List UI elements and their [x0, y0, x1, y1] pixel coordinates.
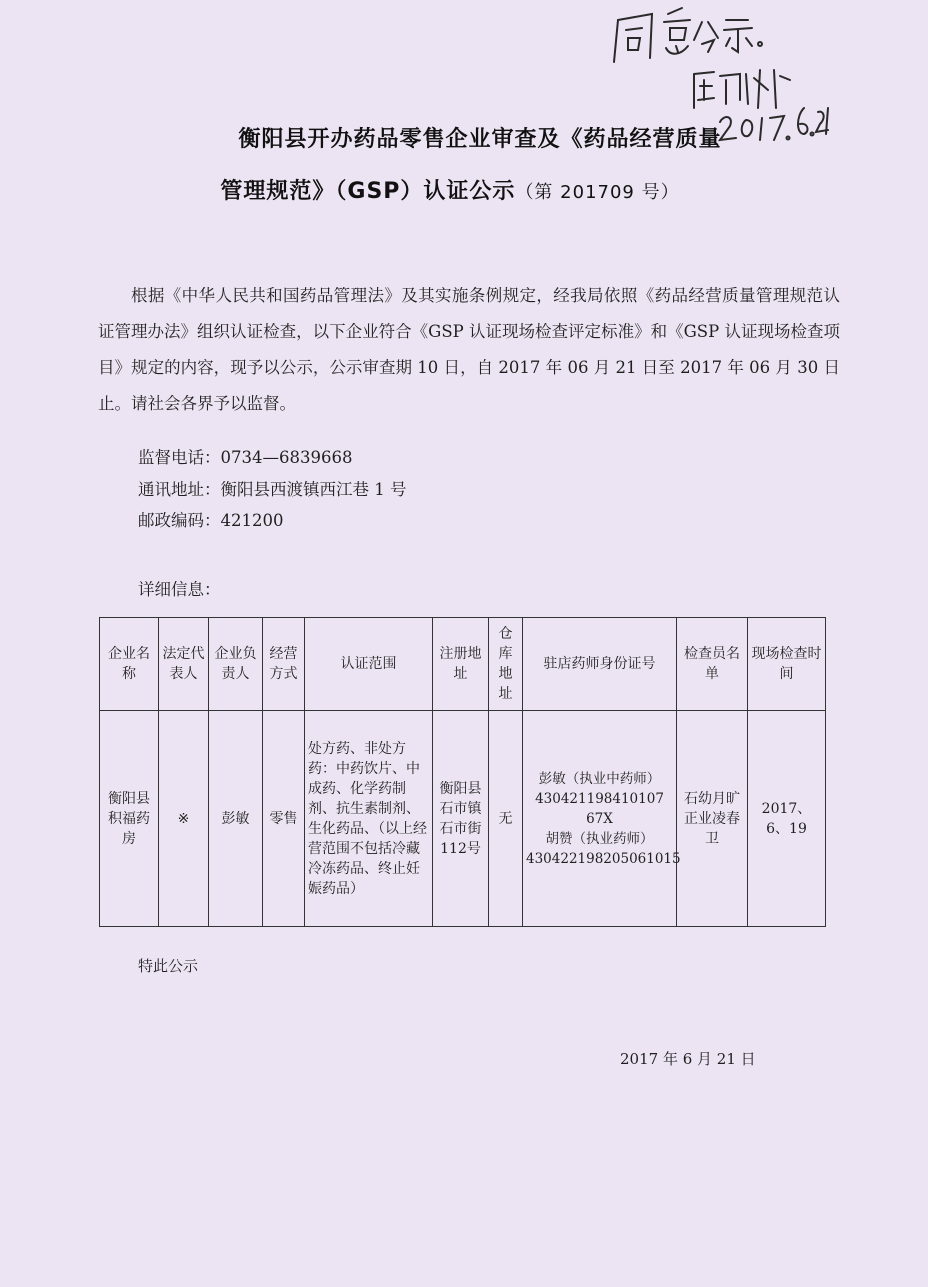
enterprise-table — [99, 617, 826, 927]
pharmacist-2-id: 430422198205061015 — [526, 850, 681, 867]
contact-postcode: 邮政编码：421200 — [138, 511, 284, 530]
header-legal-rep: 法定代表人 — [159, 618, 209, 711]
cell-pharmacist — [523, 711, 681, 927]
contact-phone: 监督电话：0734—6839668 — [138, 448, 353, 467]
header-mode: 经营方式 — [263, 618, 305, 711]
body-paragraph-text: 根据《中华人民共和国药品管理法》及其实施条例规定，经我局依照《药品经营质量管理规范认证管理办法》组织认证检查，以下企业符合《GSP 认证现场检查评定标准》和《GSP 认证现场检查项目》规定的内容，现予以公示，公示审查期 10 日，自 2017 年 06 月 21 日至 2017 年 06 月 30 日止。请社会各界予以监督。 — [98, 286, 840, 413]
header-pharmacist: 驻店药师身份证号 — [523, 618, 677, 711]
contact-address: 通讯地址：衡阳县西渡镇西江巷 1 号 — [138, 480, 407, 499]
cell-mode: 零售 — [263, 711, 305, 927]
cell-inspectors: 石幼月旷正业凌春卫 — [677, 711, 748, 927]
cell-manager: 彭敏 — [209, 711, 263, 927]
cell-scope: 处方药、非处方药：中药饮片、中成药、化学药制剂、抗生素制剂、生化药品、（以上经营范围不包括冷藏冷冻药品、终止妊娠药品） — [305, 711, 433, 927]
header-reg-address: 注册地址 — [433, 618, 489, 711]
closing-notice: 特此公示 — [138, 957, 199, 975]
cell-warehouse: 无 — [489, 711, 523, 927]
cell-company: 衡阳县积福药房 — [100, 711, 159, 927]
document-title-line-1: 衡阳县开办药品零售企业审查及《药品经营质量 — [238, 127, 722, 152]
issue-date: 2017 年 6 月 21 日 — [620, 1050, 756, 1068]
pharmacist-2: 胡赞（执业药师） — [545, 830, 654, 847]
document-title-line-2 — [170, 174, 730, 205]
header-company: 企业名称 — [100, 618, 159, 711]
header-inspectors: 检查员名单 — [677, 618, 748, 711]
table-header-row — [100, 618, 826, 711]
cell-reg-address: 衡阳县石市镇石市街112号 — [433, 711, 489, 927]
header-scope: 认证范围 — [305, 618, 433, 711]
detail-label: 详细信息： — [138, 580, 221, 599]
body-paragraph — [98, 278, 840, 422]
title-main: 管理规范》（GSP）认证公示 — [220, 179, 516, 204]
title-number: （第 201709 号） — [515, 182, 680, 203]
pharmacist-1: 彭敏（执业中药师） — [538, 770, 661, 787]
header-manager: 企业负责人 — [209, 618, 263, 711]
header-inspect-time: 现场检查时间 — [748, 618, 826, 711]
header-warehouse: 仓库地址 — [489, 618, 523, 711]
pharmacist-1-id: 430421198410107 67X — [535, 790, 664, 827]
cell-legal-rep: ※ — [159, 711, 209, 927]
cell-inspect-time: 2017、6、19 — [748, 711, 826, 927]
table-row — [100, 711, 826, 927]
